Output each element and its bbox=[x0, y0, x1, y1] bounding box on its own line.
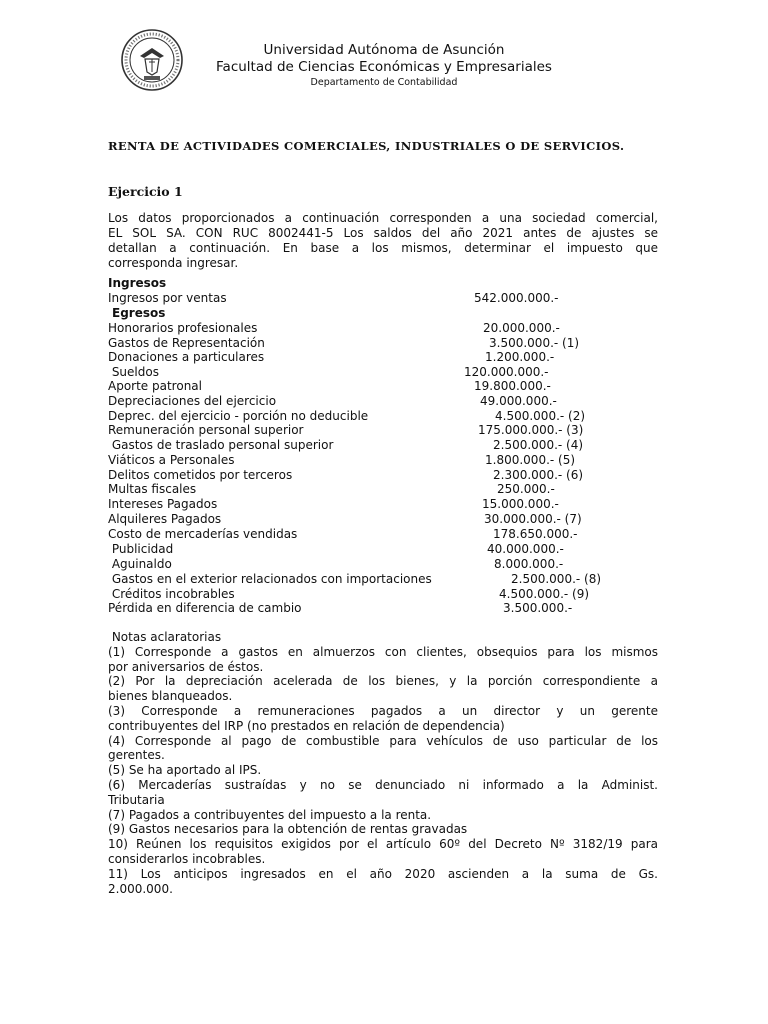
notes-section bbox=[108, 630, 658, 896]
exercise-title: Ejercicio 1 bbox=[108, 184, 183, 199]
egresos-row-amount: 120.000.000.- bbox=[464, 364, 549, 379]
note-line: 11) Los anticipos ingresados en el año 2020 ascienden a la suma de Gs. bbox=[108, 866, 658, 881]
note-line: contribuyentes del IRP (no prestados en relación de dependencia) bbox=[108, 718, 505, 733]
note-line: (6) Mercaderías sustraídas y no se denunciado ni informado a la Administ. bbox=[108, 777, 658, 792]
egresos-row-label: Gastos de traslado personal superior bbox=[108, 438, 334, 452]
egresos-row-amount: 250.000.- bbox=[497, 482, 555, 496]
egresos-row-label: Publicidad bbox=[108, 542, 174, 556]
faculty-name: Facultad de Ciencias Económicas y Empresariales bbox=[216, 59, 552, 75]
egresos-row-amount: 1.800.000.- (5) bbox=[485, 453, 576, 467]
egresos-row-amount: 40.000.000.- bbox=[487, 542, 564, 556]
egresos-row-amount: 3.500.000.- (1) bbox=[489, 335, 580, 350]
note-line: bienes blanqueados. bbox=[108, 689, 233, 704]
egresos-row-label: Sueldos bbox=[108, 364, 159, 379]
note-line: (5) Se ha aportado al IPS. bbox=[108, 763, 262, 778]
egresos-row-amount: 4.500.000.- (2) bbox=[495, 408, 586, 423]
egresos-row-amount: 2.500.000.- (4) bbox=[493, 438, 584, 452]
intro-line: EL SOL SA. CON RUC 8002441-5 Los saldos del año 2021 antes de ajustes se bbox=[108, 226, 658, 240]
egresos-row-amount: 49.000.000.- bbox=[480, 393, 557, 408]
egresos-row-label: Intereses Pagados bbox=[108, 497, 218, 511]
university-seal-icon bbox=[120, 28, 184, 92]
egresos-row-label: Alquileres Pagados bbox=[108, 512, 222, 526]
egresos-heading: Egresos bbox=[112, 306, 166, 320]
egresos-row-amount: 15.000.000.- bbox=[482, 497, 559, 511]
note-line: gerentes. bbox=[108, 748, 165, 763]
ingresos-row-label: Ingresos por ventas bbox=[108, 291, 227, 305]
egresos-row-label: Donaciones a particulares bbox=[108, 350, 265, 364]
egresos-row-amount: 30.000.000.- (7) bbox=[484, 512, 582, 526]
egresos-row-label: Costo de mercaderías vendidas bbox=[108, 527, 298, 541]
intro-line: corresponda ingresar. bbox=[108, 256, 239, 270]
note-line: (9) Gastos necesarios para la obtención de rentas gravadas bbox=[108, 822, 468, 837]
notes-heading: Notas aclaratorias bbox=[108, 630, 222, 644]
intro-line: detallan a continuación. En base a los mismos, determinar el impuesto que bbox=[108, 241, 658, 255]
egresos-row-label: Multas fiscales bbox=[108, 482, 197, 496]
document-title: RENTA DE ACTIVIDADES COMERCIALES, INDUSTRIALES O DE SERVICIOS. bbox=[108, 139, 625, 153]
note-line: por aniversarios de éstos. bbox=[108, 659, 264, 674]
egresos-row-label: Gastos de Representación bbox=[108, 335, 265, 350]
egresos-row-amount: 20.000.000.- bbox=[483, 321, 560, 335]
egresos-row-amount: 175.000.000.- (3) bbox=[478, 423, 584, 437]
intro-line: Los datos proporcionados a continuación corresponden a una sociedad comercial, bbox=[108, 211, 658, 225]
document-header bbox=[190, 42, 578, 89]
egresos-row-amount: 2.500.000.- (8) bbox=[511, 572, 602, 586]
egresos-row-label: Honorarios profesionales bbox=[108, 321, 258, 335]
ingresos-row-amount: 542.000.000.- bbox=[474, 291, 559, 305]
egresos-row-label: Aguinaldo bbox=[108, 557, 172, 571]
egresos-row-label: Remuneración personal superior bbox=[108, 423, 304, 437]
egresos-row-label: Pérdida en diferencia de cambio bbox=[108, 601, 302, 615]
note-line: considerarlos incobrables. bbox=[108, 851, 266, 866]
egresos-row-label: Aporte patronal bbox=[108, 379, 202, 393]
note-line: (1) Corresponde a gastos en almuerzos con clientes, obsequios para los mismos bbox=[108, 644, 658, 659]
note-line: 10) Reúnen los requisitos exigidos por el artículo 60º del Decreto Nº 3182/19 para bbox=[108, 837, 658, 852]
egresos-row-amount: 178.650.000.- bbox=[493, 527, 578, 541]
egresos-row-label: Deprec. del ejercicio - porción no deducible bbox=[108, 408, 369, 423]
note-line: (2) Por la depreciación acelerada de los bienes, y la porción correspondiente a bbox=[108, 674, 658, 689]
ingresos-heading: Ingresos bbox=[108, 276, 167, 290]
egresos-row-amount: 3.500.000.- bbox=[503, 601, 573, 615]
egresos-row-amount: 4.500.000.- (9) bbox=[499, 586, 590, 601]
egresos-row-label: Depreciaciones del ejercicio bbox=[108, 393, 277, 408]
egresos-row-amount: 1.200.000.- bbox=[485, 350, 555, 364]
egresos-row-label: Créditos incobrables bbox=[108, 586, 235, 601]
egresos-row-amount: 19.800.000.- bbox=[474, 379, 551, 393]
note-line: Tributaria bbox=[108, 792, 165, 807]
note-line: (4) Corresponde al pago de combustible para vehículos de uso particular de los bbox=[108, 733, 658, 748]
university-name: Universidad Autónoma de Asunción bbox=[263, 42, 505, 58]
egresos-row-label: Viáticos a Personales bbox=[108, 453, 235, 467]
note-line: 2.000.000. bbox=[108, 881, 173, 896]
egresos-row-label: Delitos cometidos por terceros bbox=[108, 467, 293, 482]
department-name: Departamento de Contabilidad bbox=[310, 77, 458, 88]
note-line: (3) Corresponde a remuneraciones pagados a un director y un gerente bbox=[108, 703, 658, 718]
note-line: (7) Pagados a contribuyentes del impuesto a la renta. bbox=[108, 807, 432, 822]
egresos-row-amount: 8.000.000.- bbox=[494, 557, 564, 571]
egresos-row-amount: 2.300.000.- (6) bbox=[493, 467, 584, 482]
exercise-intro bbox=[108, 211, 658, 271]
egresos-row-label: Gastos en el exterior relacionados con importaciones bbox=[108, 572, 432, 586]
